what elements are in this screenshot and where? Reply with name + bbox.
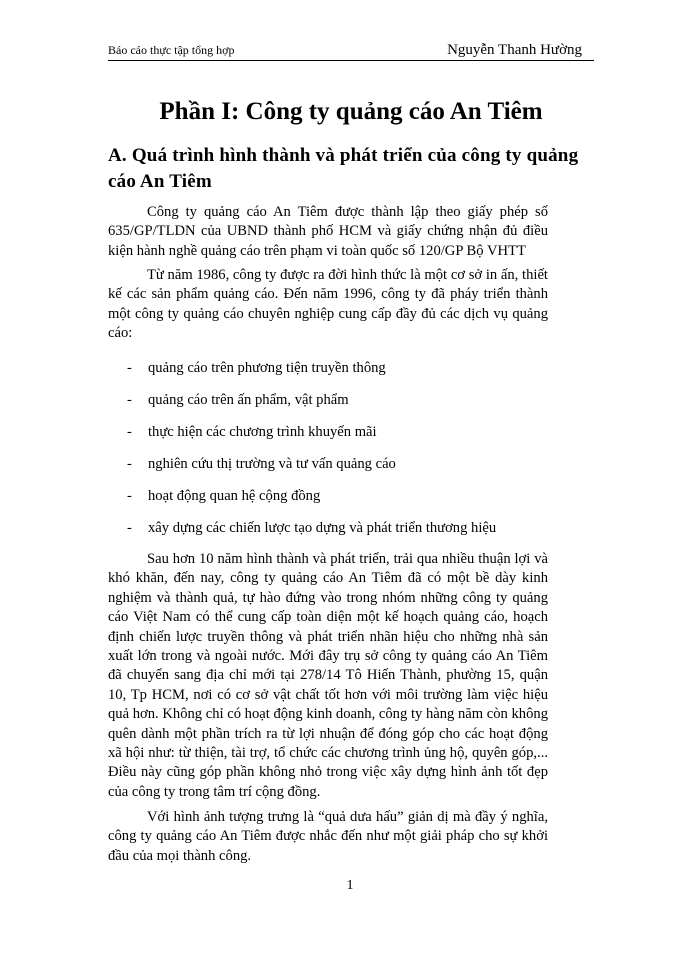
- list-item-text: nghiên cứu thị trường và tư vấn quảng cáo: [148, 456, 396, 472]
- list-dash: -: [127, 360, 132, 376]
- list-dash: -: [127, 488, 132, 504]
- page-title: Phần I: Công ty quảng cáo An Tiêm: [159, 98, 543, 125]
- list-item-text: xây dựng các chiến lược tạo dựng và phát triển thương hiệu: [148, 520, 497, 536]
- paragraph-history: Từ năm 1986, công ty được ra đời hình thức là một cơ sở in ấn, thiết kế các sản phẩm quảng cáo. Đến năm 1996, công ty đã pháy triển thành một công ty quảng cáo chuyên nghiệp cung cấp đầy đủ các dịch vụ quảng cáo:: [108, 267, 548, 342]
- list-dash: -: [127, 392, 132, 408]
- page-number: 1: [346, 878, 354, 893]
- paragraph-founding: Công ty quảng cáo An Tiêm được thành lập theo giấy phép số 635/GP/TLDN của UBND thành phố HCM và giấy chứng nhận đủ điều kiện hành nghề quảng cáo trên phạm vi toàn quốc số 120/GP Bộ VHTT: [108, 204, 548, 259]
- list-item-text: thực hiện các chương trình khuyến mãi: [148, 424, 377, 440]
- list-item-text: hoạt động quan hệ cộng đồng: [148, 488, 321, 504]
- list-dash: -: [127, 520, 132, 536]
- header-author-name: Nguyễn Thanh Hường: [447, 42, 582, 58]
- list-item-text: quảng cáo trên phương tiện truyền thông: [148, 360, 386, 376]
- page-header: [108, 40, 594, 61]
- list-dash: -: [127, 456, 132, 472]
- header-report-title: Báo cáo thực tập tổng hợp: [108, 43, 235, 57]
- list-item-text: quảng cáo trên ấn phẩm, vật phẩm: [148, 392, 349, 408]
- list-dash: -: [127, 424, 132, 440]
- section-title: A. Quá trình hình thành và phát triển của công ty quảng cáo An Tiêm: [108, 145, 579, 192]
- paragraph-symbol: Với hình ảnh tượng trưng là “quả dưa hấu” giản dị mà đầy ý nghĩa, công ty quảng cáo An Tiêm được nhắc đến như một giải pháp cho sự khởi đầu của mọi thành công.: [108, 809, 548, 864]
- paragraph-development: Sau hơn 10 năm hình thành và phát triển, trải qua nhiều thuận lợi và khó khăn, đến nay, công ty quảng cáo An Tiêm đã có một bề dày kinh nghiệm và thành quả, tự hào đứng vào trong nhóm những công ty quảng cáo Việt Nam có thể cung cấp toàn diện một kế hoạch quảng cáo, hoạch định chiến lược truyền thông và phát triển nhãn hiệu cho những nhà sản xuất lớn trong và ngoài nước. Mới đây trụ sở công ty quảng cáo An Tiêm đã chuyển sang địa chỉ mới tại 278/14 Tô Hiến Thành, phường 15, quận 10, Tp HCM, nơi có cơ sở vật chất tốt hơn với môi trường làm việc hiệu quả hơn. Không chỉ có hoạt động kinh doanh, công ty hàng năm còn không quên dành một phần trích ra từ lợi nhuận để đóng góp cho các hoạt động xã hội như: từ thiện, tài trợ, tổ chức các chương trình ủng hộ, quyên góp,... Điều này cũng góp phần không nhỏ trong việc xây dựng hình ảnh tốt đẹp của công ty trong tâm trí cộng đồng.: [108, 551, 548, 800]
